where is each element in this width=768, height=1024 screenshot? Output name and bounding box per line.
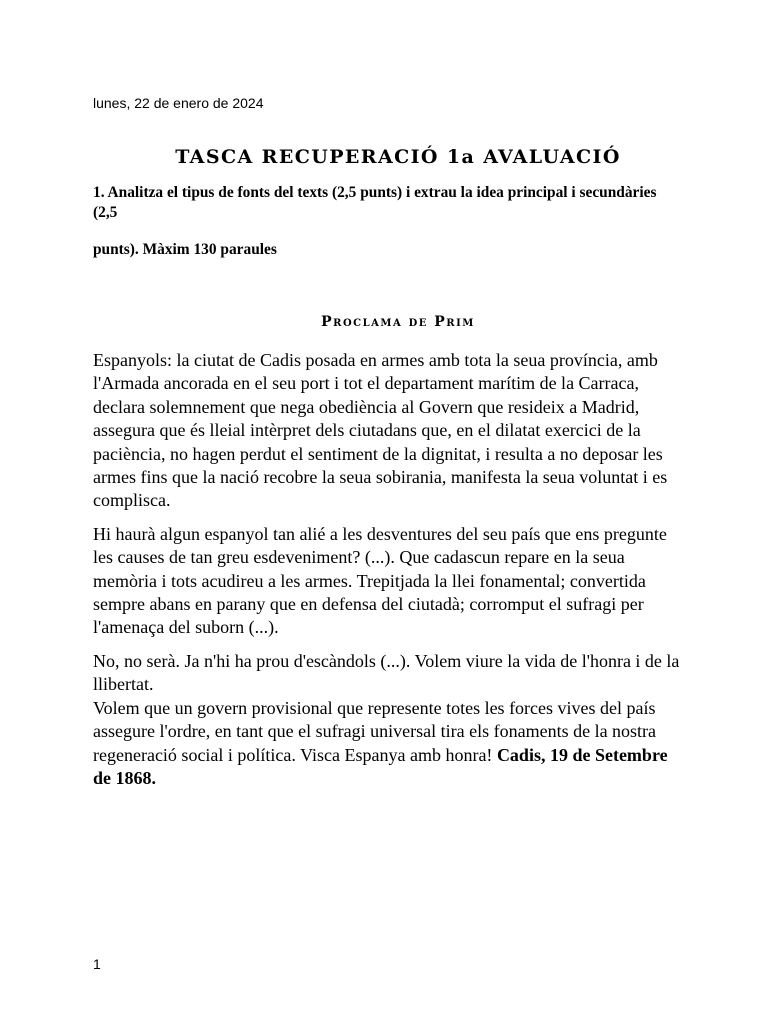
proclamation-body xyxy=(93,349,688,790)
proclamation-title: Proclama de Prim xyxy=(321,314,475,330)
task-line-2: punts). Màxim 130 paraules xyxy=(93,241,277,258)
task-instructions xyxy=(93,183,683,260)
paragraph-1: Espanyols: la ciutat de Cadis posada en armes amb tota la seua província, amb l'Armada ancorada en el seu port i tot el departament marítim de la Carraca, declara solemnement que nega obediència al Govern que resideix a Madrid, assegura que és lleial intèrpret dels ciutadans que, en el dilatat exercici de la paciència, no hagen perdut el sentiment de la dignitat, i resulta a no deposar les armes fins que la nació recobre la seua sobirania, manifesta la seua voluntat i es complisca. xyxy=(93,350,668,511)
paragraph-3: No, no serà. Ja n'hi ha prou d'escàndols (...). Volem viure la vida de l'honra i de la llibertat. xyxy=(93,650,680,695)
document-date: lunes, 22 de enero de 2024 xyxy=(93,95,264,111)
task-line-1: 1. Analitza el tipus de fonts del texts (2,5 punts) i extrau la idea principal i secundàries (2,5 xyxy=(93,184,657,221)
proclamation-signature: Cadis, 19 de Setembre de 1868. xyxy=(93,744,668,788)
page-number: 1 xyxy=(93,956,101,972)
paragraph-4 xyxy=(93,697,688,791)
document-title: TASCA RECUPERACIÓ 1a AVALUACIÓ xyxy=(175,146,621,168)
paragraph-4-text: Volem que un govern provisional que represente totes les forces vives del país assegure l'ordre, en tant que el sufragi universal tira els fonaments de la nostra regeneració social i política. Visca Espanya amb honra! xyxy=(93,697,657,765)
paragraph-2: Hi haurà algun espanyol tan alié a les desventures del seu país que ens pregunte les causes de tan greu esdeveniment? (...). Que cadascun repare en la seua memòria i tots acudireu a les armes. Trepitjada la llei fonamental; convertida sempre abans en parany que en defensa del ciutadà; corromput el sufragi per l'amenaça del suborn (...). xyxy=(93,523,667,638)
